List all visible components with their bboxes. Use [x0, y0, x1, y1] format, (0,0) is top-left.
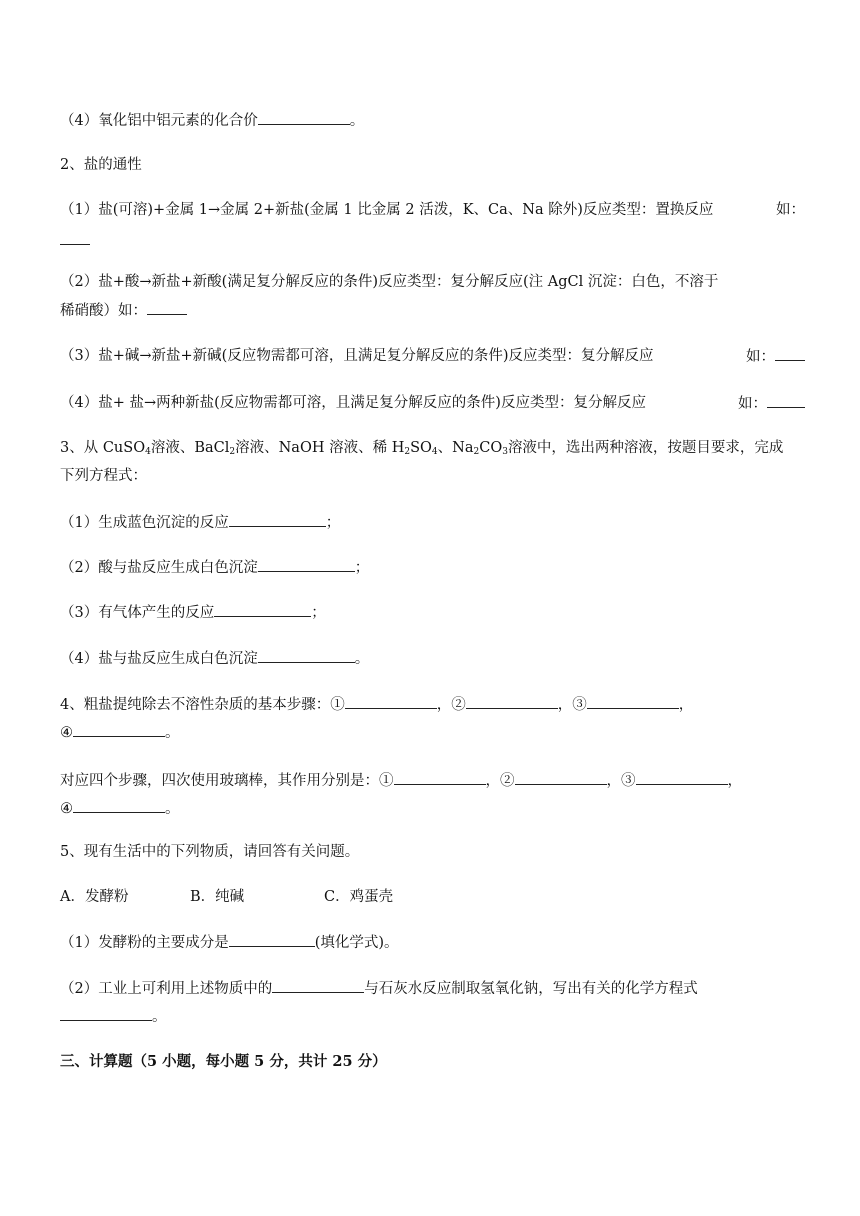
question-3-3: （3）有气体产生的反应 ；: [60, 602, 805, 623]
question-2-4: （4）氧化铝中铝元素的化合价 。: [60, 110, 805, 131]
question-5-2: （2）工业上可利用上述物质中的 与石灰水反应制取氢氧化钠，写出有关的化学方程式: [60, 978, 805, 999]
heading-salt-properties: 2、盐的通性: [60, 157, 142, 173]
answer-blank[interactable]: [60, 1006, 152, 1021]
salt-property-2-cont: 稀硝酸）如：: [60, 300, 805, 321]
answer-blank[interactable]: [229, 932, 315, 947]
option-b: B．纯碱: [190, 889, 245, 905]
question-3-stem: 3、从 CuSO$_4$溶液、BaCl$_2$溶液、NaOH 溶液、稀 $H_2SO_4$、$Na_2CO_3$溶液中，选出两种溶液，按题目要求，完成: [60, 440, 784, 457]
salt-property-1-blank-line: [60, 230, 805, 251]
answer-blank[interactable]: [466, 694, 558, 709]
answer-blank[interactable]: [73, 798, 165, 813]
answer-blank[interactable]: [147, 300, 187, 315]
example-label: 如：: [776, 202, 805, 218]
answer-blank[interactable]: [214, 602, 311, 617]
question-4-glass-rod-cont: ④ 。: [60, 798, 805, 819]
answer-blank[interactable]: [258, 557, 355, 572]
answer-blank[interactable]: [258, 648, 355, 663]
question-3-4: （4）盐与盐反应生成白色沉淀 。: [60, 648, 805, 669]
option-a: A．发酵粉: [60, 889, 129, 905]
answer-blank[interactable]: [636, 770, 728, 785]
answer-blank[interactable]: [515, 770, 607, 785]
answer-blank[interactable]: [272, 978, 364, 993]
question-3-stem-cont: 下列方程式：: [60, 468, 147, 484]
question-4-steps: 4、粗盐提纯除去不溶性杂质的基本步骤：① ，② ，③ ，: [60, 694, 805, 715]
section-heading-calculation: 三、计算题（5 小题，每小题 5 分，共计 25 分）: [60, 1053, 387, 1070]
option-c: C．鸡蛋壳: [324, 889, 394, 905]
answer-blank[interactable]: [767, 393, 805, 408]
answer-blank[interactable]: [229, 512, 326, 527]
question-5-stem: 5、现有生活中的下列物质，请回答有关问题。: [60, 844, 360, 860]
answer-blank[interactable]: [345, 694, 437, 709]
salt-property-1: （1）盐(可溶)+金属 1→金属 2+新盐(金属 1 比金属 2 活泼，K、Ca、Na 除外)反应类型：置换反应 如：: [60, 202, 805, 218]
question-4-glass-rod: 对应四个步骤，四次使用玻璃棒，其作用分别是：① ，② ，③ ，: [60, 770, 805, 791]
salt-property-3: （3）盐+碱→新盐+新碱(反应物需都可溶，且满足复分解反应的条件)反应类型：复分解反应 如：: [60, 346, 805, 366]
question-4-steps-cont: ④ 。: [60, 722, 805, 743]
answer-blank[interactable]: [60, 230, 90, 245]
question-5-options: [60, 887, 805, 907]
answer-blank[interactable]: [587, 694, 679, 709]
question-3-1: （1）生成蓝色沉淀的反应 ；: [60, 512, 805, 533]
answer-blank[interactable]: [258, 110, 350, 125]
salt-property-4: （4）盐+ 盐→两种新盐(反应物需都可溶，且满足复分解反应的条件)反应类型：复分解反应 如：: [60, 393, 805, 413]
salt-property-2: （2）盐+酸→新盐+新酸(满足复分解反应的条件)反应类型：复分解反应(注 AgCl 沉淀：白色，不溶于: [60, 274, 719, 290]
question-3-2: （2）酸与盐反应生成白色沉淀 ；: [60, 557, 805, 578]
answer-blank[interactable]: [775, 346, 805, 361]
answer-blank[interactable]: [394, 770, 486, 785]
answer-blank[interactable]: [73, 722, 165, 737]
question-5-1: （1）发酵粉的主要成分是 (填化学式)。: [60, 932, 805, 953]
question-5-2-cont: 。: [60, 1006, 805, 1027]
